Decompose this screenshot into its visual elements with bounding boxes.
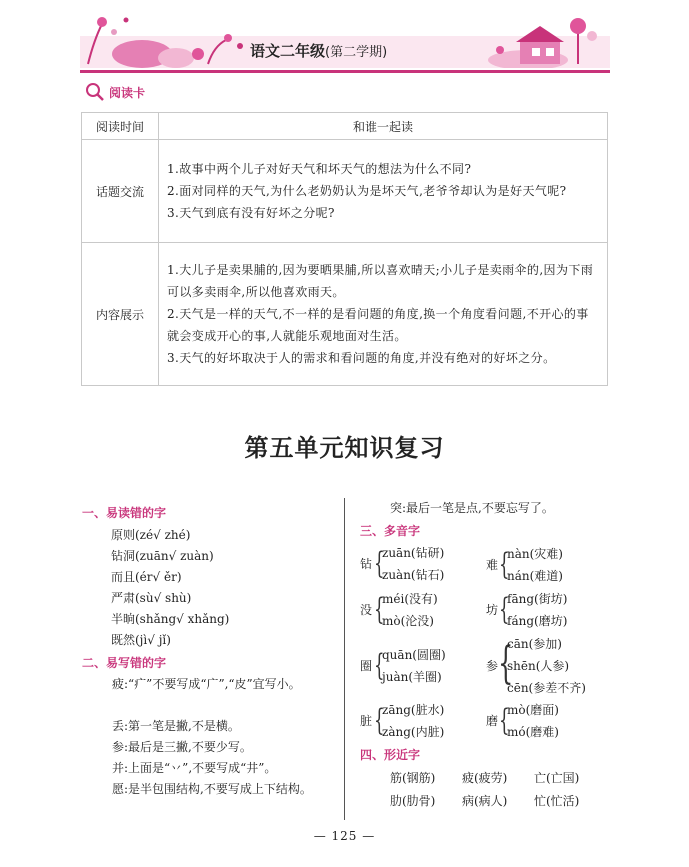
polyphone-reading: zuān(钻研) xyxy=(382,546,445,560)
book-title-main: 语文二年级 xyxy=(250,42,326,60)
misread-item-2: 钻洞(zuān√ zuàn) xyxy=(111,549,214,563)
polyphone-reading: juàn(羊圈) xyxy=(382,670,442,684)
header-read-with: 和谁一起读 xyxy=(159,113,608,140)
brace-icon: { xyxy=(374,546,385,581)
polyphone-reading: zāng(脏水) xyxy=(382,703,445,717)
section-3-title: 三、多音字 xyxy=(360,524,421,538)
polyphone-reading: méi(没有) xyxy=(382,592,438,606)
section-2-title: 二、易写错的字 xyxy=(82,656,167,670)
content-item-2: 2.天气是一样的天气,不一样的是看问题的角度,换一个角度看问题,不开心的事就会变成开心的事,人就能乐观地面对生活。 xyxy=(167,307,589,343)
miswrite-para-5: 愿:是半包围结构,不要写成上下结构。 xyxy=(112,782,312,796)
polyphone-reading: shēn(人参) xyxy=(507,659,570,673)
reading-table xyxy=(81,112,608,386)
polyphone-reading: mó(磨难) xyxy=(507,725,559,739)
polyphone-reading: mò(沦没) xyxy=(382,614,434,628)
content-item-3: 3.天气的好坏取决于人的需求和看问题的角度,并没有绝对的好坏之分。 xyxy=(167,351,556,365)
brace-icon: { xyxy=(499,703,510,738)
polyphone-reading: nàn(灾难) xyxy=(507,547,563,561)
polyphone-char-mei: 没 xyxy=(360,603,373,617)
content-item-1: 1.大儿子是卖果脯的,因为要晒果脯,所以喜欢晴天;小儿子是卖雨伞的,因为下雨可以多卖雨伞,所以他喜欢雨天。 xyxy=(167,263,594,299)
miswrite-para-1: 疲:“疒”不要写成“广”,“皮”宜写小。 xyxy=(112,677,301,691)
similar-char: 肋(肋骨) xyxy=(390,794,436,808)
polyphone-char-nan: 难 xyxy=(486,558,499,572)
row-content-topic xyxy=(159,140,608,243)
column-divider xyxy=(344,498,345,820)
polyphone-reading: cān(参加) xyxy=(507,637,562,651)
similar-char: 疲(疲劳) xyxy=(462,771,508,785)
polyphone-char-quan: 圈 xyxy=(360,659,373,673)
brace-icon: { xyxy=(498,638,514,689)
brace-icon: { xyxy=(499,547,510,582)
misread-item-4: 严肃(sù√ shù) xyxy=(111,591,192,605)
miswrite-para-2: 丢:第一笔是撇,不是横。 xyxy=(112,719,240,733)
polyphone-reading: fāng(街坊) xyxy=(507,592,568,606)
table-header-row xyxy=(82,113,608,140)
brace-icon: { xyxy=(374,648,385,683)
polyphone-reading: fáng(磨坊) xyxy=(507,614,568,628)
book-title xyxy=(250,40,387,61)
misread-item-6: 既然(jì√ jǐ) xyxy=(111,633,171,647)
section-1-title: 一、易读错的字 xyxy=(82,506,167,520)
polyphone-reading: nán(难道) xyxy=(507,569,563,583)
row-label-topic: 话题交流 xyxy=(82,140,159,243)
polyphone-reading: quān(圆圈) xyxy=(382,648,446,662)
header-divider xyxy=(80,70,610,73)
polyphone-reading: zàng(内脏) xyxy=(382,725,445,739)
read-card-label xyxy=(85,80,145,104)
book-title-sub: (第二学期) xyxy=(325,45,388,60)
page-number: — 125 — xyxy=(313,829,376,843)
table-row-content xyxy=(82,243,608,386)
miswrite-para-4: 并:上面是“丷”,不要写成“井”。 xyxy=(112,761,277,775)
similar-char: 病(病人) xyxy=(462,794,508,808)
similar-char: 亡(亡国) xyxy=(534,771,580,785)
section-4-title: 四、形近字 xyxy=(360,748,421,762)
row-content-display xyxy=(159,243,608,386)
polyphone-char-mo: 磨 xyxy=(486,714,499,728)
similar-char: 忙(忙活) xyxy=(534,794,580,808)
read-card-text: 阅读卡 xyxy=(109,85,146,100)
unit-title: 第五单元知识复习 xyxy=(244,433,445,462)
miswrite-para-3: 参:最后是三撇,不要少写。 xyxy=(112,740,252,754)
polyphone-char-fang: 坊 xyxy=(486,603,499,617)
polyphone-char-zuan: 钻 xyxy=(360,557,373,571)
table-row-topic xyxy=(82,140,608,243)
polyphone-reading: cēn(参差不齐) xyxy=(507,681,586,695)
polyphone-char-can: 参 xyxy=(486,659,499,673)
polyphone-char-zang: 脏 xyxy=(360,714,373,728)
miswrite-para-continued: 突:最后一笔是点,不要忘写了。 xyxy=(390,501,554,515)
header-reading-time: 阅读时间 xyxy=(82,113,159,140)
polyphone-reading: zuàn(钻石) xyxy=(382,568,445,582)
similar-char: 筋(钢筋) xyxy=(390,771,436,785)
magnifier-icon xyxy=(85,82,105,102)
topic-question-3: 3.天气到底有没有好坏之分呢? xyxy=(167,206,335,220)
row-label-content: 内容展示 xyxy=(82,243,159,386)
brace-icon: { xyxy=(374,703,385,738)
misread-item-1: 原则(zé√ zhé) xyxy=(111,528,191,542)
misread-item-3: 而且(ér√ ěr) xyxy=(111,570,182,584)
brace-icon: { xyxy=(374,592,385,627)
brace-icon: { xyxy=(499,592,510,627)
topic-question-2: 2.面对同样的天气,为什么老奶奶认为是坏天气,老爷爷却认为是好天气呢? xyxy=(167,184,567,198)
misread-item-5: 半晌(shǎng√ xhǎng) xyxy=(111,612,230,626)
polyphone-reading: mò(磨面) xyxy=(507,703,559,717)
topic-question-1: 1.故事中两个儿子对好天气和坏天气的想法为什么不同? xyxy=(167,162,472,176)
